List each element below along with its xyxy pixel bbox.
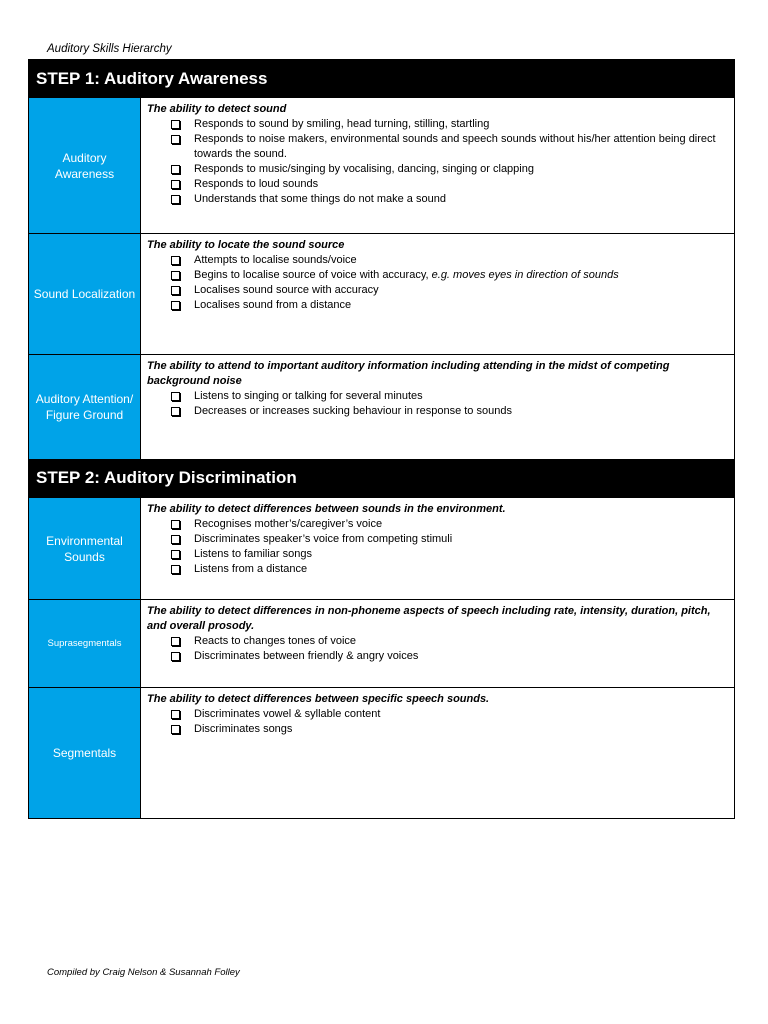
skill-content [141,600,734,687]
checklist-item: Localises sound from a distance [169,298,726,313]
skill-label: Environmental Sounds [29,498,141,599]
checklist-item: Reacts to changes tones of voice [169,634,726,649]
skill-row-segmentals [29,687,734,818]
checklist-item: Responds to noise makers, environmental sounds and speech sounds without his/her attention being direct towards the sound. [169,132,726,162]
skill-label: Sound Localization [29,234,141,354]
checklist [147,389,726,419]
skill-label: Suprasegmentals [29,600,141,687]
checklist-item: Responds to loud sounds [169,177,726,192]
document-footer: Compiled by Craig Nelson & Susannah Folley [47,967,240,978]
skill-label: Auditory Awareness [29,98,141,233]
skill-label: Auditory Attention/ Figure Ground [29,355,141,459]
skill-label: Segmentals [29,688,141,818]
skill-row-sound-localization [29,233,734,354]
step-2-header: STEP 2: Auditory Discrimination [29,459,734,497]
skill-row-auditory-awareness [29,97,734,233]
checklist-item: Discriminates between friendly & angry voices [169,649,726,664]
checklist-item: Understands that some things do not make a sound [169,192,726,207]
skills-table [28,59,735,819]
skill-row-environmental-sounds [29,497,734,599]
checklist-item: Responds to sound by smiling, head turning, stilling, startling [169,117,726,132]
checklist [147,117,726,207]
checklist-item: Discriminates vowel & syllable content [169,707,726,722]
skill-content [141,98,734,233]
checklist-item: Listens to familiar songs [169,547,726,562]
checklist-item: Responds to music/singing by vocalising, dancing, singing or clapping [169,162,726,177]
skill-heading: The ability to detect differences in non-phoneme aspects of speech including rate, intensity, duration, pitch, and overall prosody. [147,605,711,632]
checklist-item: Recognises mother’s/caregiver’s voice [169,517,726,532]
skill-heading: The ability to attend to important auditory information including attending in the midst of competing background noise [147,360,670,387]
skill-row-auditory-attention [29,354,734,459]
example-text: e.g. moves eyes in direction of sounds [431,269,619,281]
checklist-item: Attempts to localise sounds/voice [169,253,726,268]
skill-heading: The ability to detect differences between specific speech sounds. [147,693,490,705]
checklist [147,634,726,664]
checklist [147,707,726,737]
checklist-item: Listens to singing or talking for several minutes [169,389,726,404]
step-1-header: STEP 1: Auditory Awareness [29,60,734,97]
checklist-item: Discriminates songs [169,722,726,737]
checklist [147,253,726,313]
checklist-item: Discriminates speaker’s voice from competing stimuli [169,532,726,547]
skill-content [141,234,734,354]
skill-content [141,355,734,459]
skill-heading: The ability to detect differences between sounds in the environment. [147,503,506,515]
skill-heading: The ability to detect sound [147,103,287,115]
checklist-item: Begins to localise source of voice with accuracy, e.g. moves eyes in direction of sounds [169,268,726,283]
skill-content [141,688,734,818]
checklist-item: Decreases or increases sucking behaviour in response to sounds [169,404,726,419]
skill-heading: The ability to locate the sound source [147,239,345,251]
checklist [147,517,726,577]
skill-content [141,498,734,599]
document-header: Auditory Skills Hierarchy [47,43,172,55]
skill-row-suprasegmentals [29,599,734,687]
checklist-item: Listens from a distance [169,562,726,577]
checklist-item: Localises sound source with accuracy [169,283,726,298]
